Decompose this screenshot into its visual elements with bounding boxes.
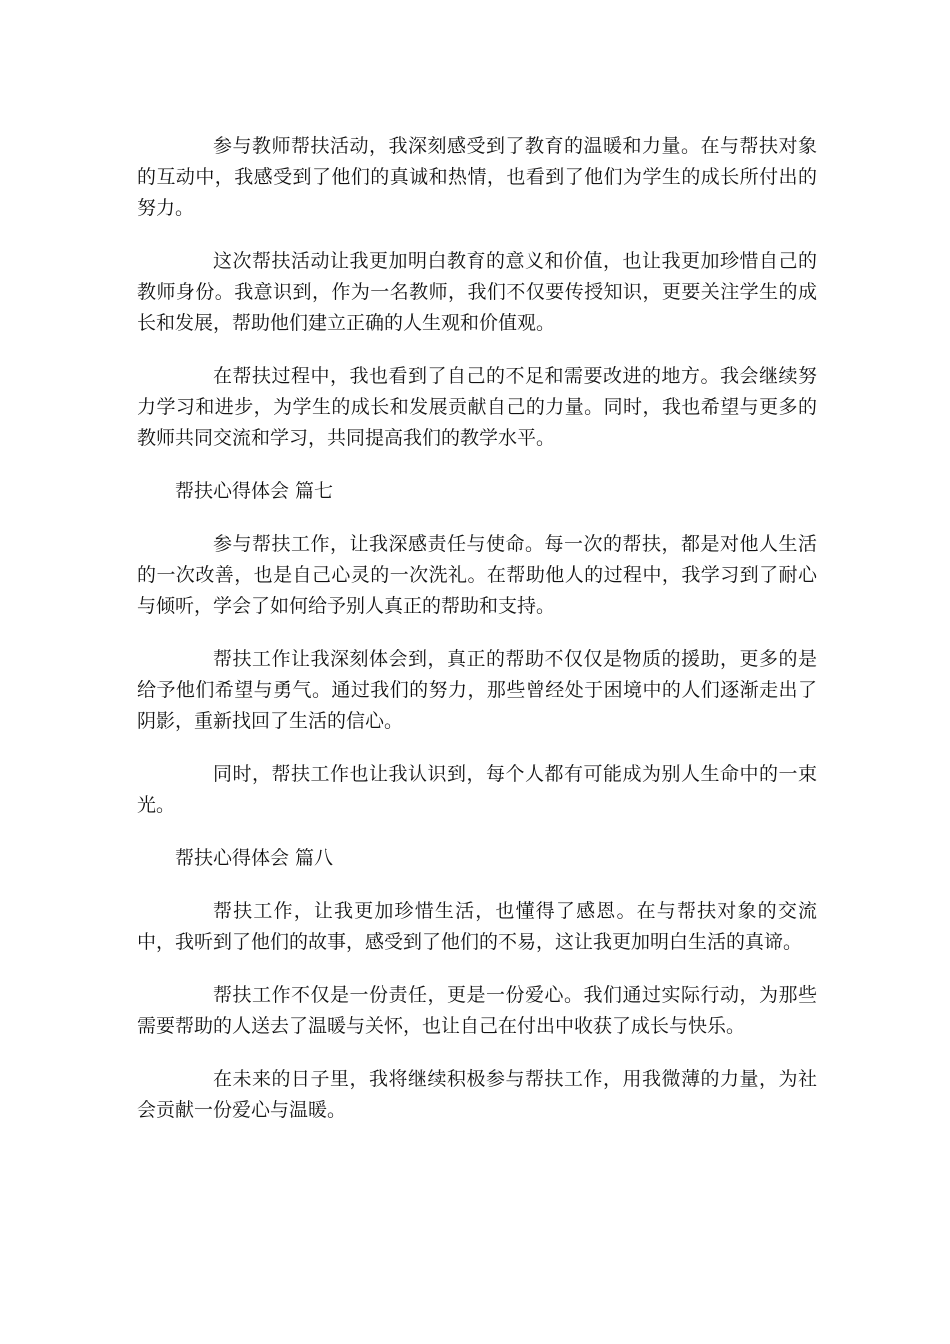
paragraph: 参与帮扶工作，让我深感责任与使命。每一次的帮扶，都是对他人生活的一次改善，也是自己心灵的一次洗礼。在帮助他人的过程中，我学习到了耐心与倾听，学会了如何给予别人真正的帮助和支持。 (137, 533, 817, 617)
section-heading: 帮扶心得体会 篇八 (175, 847, 334, 869)
section-heading: 帮扶心得体会 篇七 (175, 480, 334, 502)
paragraph: 参与教师帮扶活动，我深刻感受到了教育的温暖和力量。在与帮扶对象的互动中，我感受到了他们的真诚和热情，也看到了他们为学生的成长所付出的努力。 (137, 135, 817, 219)
paragraph: 在帮扶过程中，我也看到了自己的不足和需要改进的地方。我会继续努力学习和进步，为学生的成长和发展贡献自己的力量。同时，我也希望与更多的教师共同交流和学习，共同提高我们的教学水平。 (137, 365, 817, 449)
paragraph: 这次帮扶活动让我更加明白教育的意义和价值，也让我更加珍惜自己的教师身份。我意识到，作为一名教师，我们不仅要传授知识，更要关注学生的成长和发展，帮助他们建立正确的人生观和价值观。 (137, 250, 817, 334)
document-body (137, 131, 817, 1148)
paragraph: 同时，帮扶工作也让我认识到，每个人都有可能成为别人生命中的一束光。 (137, 763, 817, 816)
paragraph: 帮扶工作不仅是一份责任，更是一份爱心。我们通过实际行动，为那些需要帮助的人送去了温暖与关怀，也让自己在付出中收获了成长与快乐。 (137, 984, 817, 1037)
paragraph: 帮扶工作让我深刻体会到，真正的帮助不仅仅是物质的援助，更多的是给予他们希望与勇气。通过我们的努力，那些曾经处于困境中的人们逐渐走出了阴影，重新找回了生活的信心。 (137, 648, 817, 732)
paragraph: 帮扶工作，让我更加珍惜生活，也懂得了感恩。在与帮扶对象的交流中，我听到了他们的故事，感受到了他们的不易，这让我更加明白生活的真谛。 (137, 900, 817, 953)
paragraph: 在未来的日子里，我将继续积极参与帮扶工作，用我微薄的力量，为社会贡献一份爱心与温暖。 (137, 1068, 817, 1121)
